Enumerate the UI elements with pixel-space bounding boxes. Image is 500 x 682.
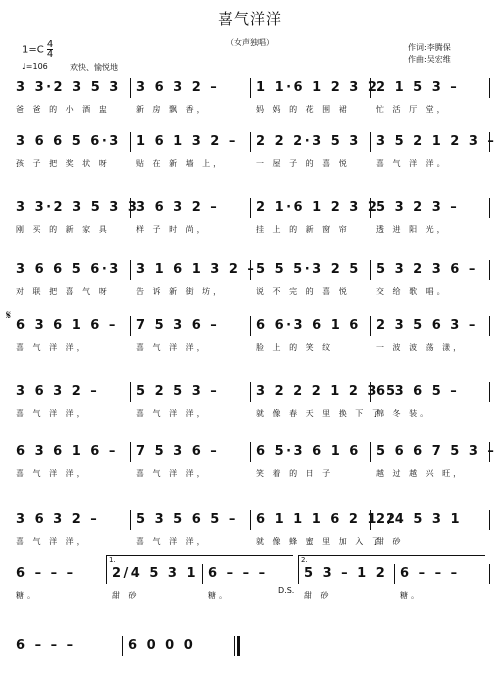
measure-lyrics: 说 不 完 的 喜 悦 [256, 287, 350, 296]
measure-notes: 3 6 6 5 6·3 [16, 134, 121, 149]
key-signature [22, 40, 53, 59]
barline [370, 260, 371, 280]
measure-notes: 7 5 3 6 – [136, 318, 220, 333]
volta-bracket-1 [106, 555, 293, 564]
measure-lyrics: 喜 气 洋 洋。 [376, 159, 448, 168]
barline [370, 510, 371, 530]
measure-lyrics: 就 像 春 天 里 换 下 了 [256, 409, 383, 418]
barline [489, 510, 490, 530]
score-row [10, 258, 492, 306]
final-barline [234, 636, 235, 656]
measure-lyrics: 越 过 越 兴 旺， [376, 469, 465, 478]
barline [250, 316, 251, 336]
measure-notes: 3 2 2 2 1 2 3 5 [256, 384, 398, 399]
measure-lyrics: 刚 买 的 新 家 具 [16, 225, 110, 234]
dal-segno-mark: D.S. [278, 586, 295, 595]
measure-notes: 6 3 6 5 – [376, 384, 460, 399]
measure-lyrics: 糖。 [208, 591, 230, 600]
measure-notes: 2 3 5 6 3 – [376, 318, 478, 333]
volta-label-2: 2. [301, 556, 308, 564]
key-label: 1=C [22, 44, 44, 56]
barline [370, 442, 371, 462]
barline [130, 442, 131, 462]
measure-notes: 6 – – – [208, 566, 268, 581]
barline [370, 316, 371, 336]
measure-notes: 3 3·2 3 5 3 3 [16, 200, 140, 215]
measure-notes: 3 5 2 1 2 3 – [376, 134, 497, 149]
measure-notes: 6 – – – [16, 566, 76, 581]
measure-lyrics: 糖。 [16, 591, 38, 600]
measure-notes: 2/4 5 3 1 [376, 512, 463, 527]
measure-notes: 5 3 – 1 2 [304, 566, 388, 581]
score-row [10, 634, 492, 682]
song-subtitle: （女声独唱） [226, 38, 274, 47]
measure-lyrics: 喜 气 洋 洋， [136, 409, 208, 418]
measure-notes: 6 3 6 1 6 – [16, 444, 118, 459]
measure-notes: 5 2 5 3 – [136, 384, 220, 399]
score-row [6, 308, 492, 362]
measure-lyrics: 就 像 蜂 蜜 里 加 入 了 [256, 537, 383, 546]
score-row [10, 76, 492, 124]
barline [489, 78, 490, 98]
measure-lyrics: 一 屋 子 的 喜 悦 [256, 159, 350, 168]
score-row [10, 556, 492, 610]
measure-notes: 3 6 3 2 – [16, 512, 100, 527]
volta-label-1: 1. [109, 556, 116, 564]
measure-lyrics: 甜 砂 [304, 591, 332, 600]
measure-notes: 2/4 5 3 1 [112, 566, 199, 581]
barline [250, 510, 251, 530]
volta-bracket-2 [298, 555, 485, 564]
barline [489, 564, 490, 584]
measure-notes: 5 3 2 3 6 – [376, 262, 478, 277]
barline [130, 510, 131, 530]
measure-lyrics: 告 诉 新 街 坊， [136, 287, 225, 296]
measure-lyrics: 脸 上 的 笑 纹 [256, 343, 334, 352]
measure-notes: 3 1 6 1 3 2 – [136, 262, 257, 277]
measure-lyrics: 笑 着 的 日 子 [256, 469, 334, 478]
measure-notes: 6 – – – [16, 638, 76, 653]
measure-lyrics: 喜 气 洋 洋， [136, 469, 208, 478]
barline [250, 198, 251, 218]
measure-notes: 3 6 6 5 6·3 [16, 262, 121, 277]
measure-notes: 6 – – – [400, 566, 460, 581]
measure-lyrics: 交 给 歌 唱。 [376, 287, 448, 296]
measure-notes: 3 6 3 2 – [136, 80, 220, 95]
time-signature-bottom: 4 [46, 49, 54, 60]
measure-notes: 6 5·3 6 1 6 [256, 444, 361, 459]
barline [394, 564, 395, 584]
measure-notes: 5 3 5 6 5 – [136, 512, 238, 527]
measure-notes: 6 3 6 1 6 – [16, 318, 118, 333]
score-row [10, 130, 497, 178]
measure-notes: 5 5 5·3 2 5 [256, 262, 361, 277]
score-row [10, 508, 492, 556]
measure-lyrics: 样 子 时 尚， [136, 225, 208, 234]
barline [489, 442, 490, 462]
composer-credit: 作曲:吴宏维 [408, 55, 451, 64]
measure-lyrics: 孩 子 把 奖 状 呀 [16, 159, 110, 168]
measure-notes: 2 1 5 3 – [376, 80, 460, 95]
measure-lyrics: 甜 砂 [376, 537, 404, 546]
measure-notes: 5 6 6 7 5 3 – [376, 444, 497, 459]
time-signature-top: 4 [46, 39, 54, 50]
barline [370, 78, 371, 98]
score-row [10, 380, 492, 428]
measure-lyrics: 透 进 阳 光， [376, 225, 448, 234]
barline [130, 198, 131, 218]
barline [370, 198, 371, 218]
barline [130, 78, 131, 98]
measure-lyrics: 喜 气 洋 洋， [16, 409, 88, 418]
measure-lyrics: 喜 气 洋 洋， [16, 343, 88, 352]
measure-lyrics: 一 波 波 荡 漾， [376, 343, 465, 352]
barline [250, 442, 251, 462]
measure-notes: 7 5 3 6 – [136, 444, 220, 459]
measure-notes: 5 3 2 3 – [376, 200, 460, 215]
barline [489, 382, 490, 402]
barline [489, 198, 490, 218]
song-title: 喜气洋洋 [217, 10, 282, 28]
measure-notes: 6 6·3 6 1 6 [256, 318, 361, 333]
measure-lyrics: 糖。 [400, 591, 422, 600]
barline [250, 260, 251, 280]
measure-lyrics: 忙 活 厅 堂， [376, 105, 448, 114]
measure-notes: 6 1 1 1 6 2 1 2 [256, 512, 398, 527]
barline [250, 78, 251, 98]
measure-lyrics: 新 房 飘 香， [136, 105, 208, 114]
barline [130, 260, 131, 280]
lyricist-credit: 作词:李腾保 [408, 43, 451, 52]
measure-lyrics: 喜 气 洋 洋， [16, 469, 88, 478]
barline [489, 316, 490, 336]
expression-marking: 欢快、愉悦地 [70, 63, 118, 72]
barline [370, 132, 371, 152]
barline [130, 316, 131, 336]
barline [130, 382, 131, 402]
barline [106, 564, 107, 584]
measure-lyrics: 对 联 把 喜 气 呀 [16, 287, 110, 296]
barline [250, 382, 251, 402]
measure-lyrics: 妈 妈 的 花 围 裙 [256, 105, 350, 114]
measure-lyrics: 爸 爸 的 小 酒 盅 [16, 105, 110, 114]
measure-lyrics: 喜 气 洋 洋， [136, 343, 208, 352]
score-row [10, 196, 492, 244]
measure-notes: 1 6 1 3 2 – [136, 134, 238, 149]
measure-lyrics: 喜 气 洋 洋， [136, 537, 208, 546]
time-signature [47, 40, 53, 59]
measure-notes: 3 6 3 2 – [16, 384, 100, 399]
tempo-marking: ♩=106 [22, 62, 48, 71]
barline [122, 636, 123, 656]
measure-notes: 6 0 0 0 [128, 638, 196, 653]
segno-sign: 𝄋 [6, 308, 12, 322]
measure-notes: 3 6 3 2 – [136, 200, 220, 215]
measure-lyrics: 贴 在 新 墙 上， [136, 159, 225, 168]
measure-notes: 2 2 2·3 5 3 [256, 134, 361, 149]
barline [250, 132, 251, 152]
measure-lyrics: 喜 气 洋 洋， [16, 537, 88, 546]
barline [202, 564, 203, 584]
barline [370, 382, 371, 402]
barline [489, 260, 490, 280]
barline [489, 132, 490, 152]
measure-lyrics: 棉 冬 装。 [376, 409, 432, 418]
measure-lyrics: 挂 上 的 新 窗 帘 [256, 225, 350, 234]
score-row [10, 440, 497, 488]
barline [298, 564, 299, 584]
measure-notes: 1 1·6 1 2 3 2 [256, 80, 380, 95]
barline [130, 132, 131, 152]
measure-notes: 2 1·6 1 2 3 2 [256, 200, 380, 215]
measure-lyrics: 甜 砂 [112, 591, 140, 600]
measure-notes: 3 3·2 3 5 3 [16, 80, 121, 95]
